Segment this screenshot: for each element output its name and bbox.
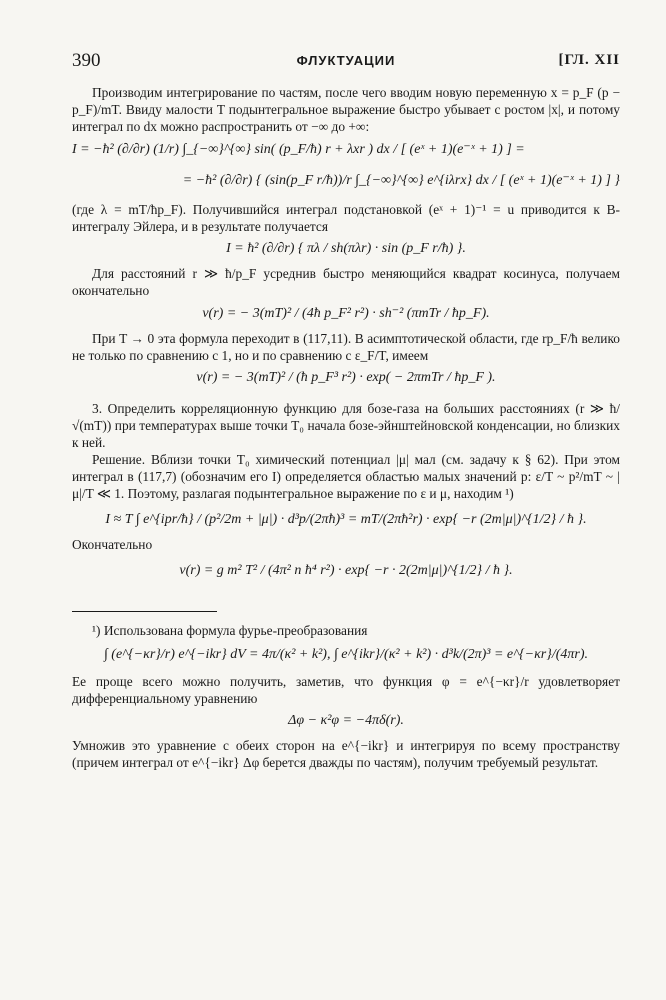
paragraph-asymptotic: При T → 0 эта формула переходит в (117,11). В асимптотической области, где rp_F/ħ велико не только по сравнению с 1, но и по сравнению с ε_F/T, имеем: [72, 331, 620, 363]
paragraph-finally: Окончательно: [72, 537, 153, 552]
equation-nu-sh: ν(r) = − 3(mT)² / (4ħ p_F² r²) · sh⁻² (πmTr / ħp_F).: [202, 306, 490, 321]
equation-integral-I-cont: = −ħ² (∂/∂r) { (sin(p_F r/ħ))/r ∫_{−∞}^{∞} e^{iλrx} dx / [ (eˣ + 1)(e⁻ˣ + 1) ] }: [182, 173, 620, 188]
footnote-fourier-equations: ∫ (e^{−κr}/r) e^{−ikr} dV = 4π/(κ² + k²), ∫ e^{ikr}/(κ² + k²) · d³k/(2π)³ = e^{−κr}/(4πr).: [103, 647, 589, 662]
chapter-label: [ГЛ. XII: [558, 52, 620, 68]
paragraph-integration-by-parts: Производим интегрирование по частям, после чего вводим новую переменную x = p_F (p − p_F)/mT. Ввиду малости T подынтегральное выражение быстро убывает с ростом |x|, и потому интеграл по dx можно распространить от −∞ до +∞:: [72, 85, 620, 134]
footnote-intro: ¹) Использована формула фурье-преобразования: [92, 623, 368, 638]
problem-3-solution: Решение. Вблизи точки T₀ химический потенциал |μ| мал (см. задачу к § 62). При этом интеграл в (117,7) (обозначим его I) определяется областью малых значений p: ε/T ~ p²/mT ~ |μ|/T ≪ 1. Поэтому, разлагая подынтегральное выражение по ε и μ, находим ¹): [72, 452, 620, 501]
running-title: ФЛУКТУАЦИИ: [296, 53, 396, 68]
problem-3-statement: 3. Определить корреляционную функцию для бозе-газа на больших расстояниях (r ≫ ħ/√(mT)) при температурах выше точки T₀ начала бозе-эйнштейновской конденсации, но близких к ней.: [72, 401, 620, 450]
footnote-paragraph-derivation: Ее проще всего можно получить, заметив, что функция φ = e^{−κr}/r удовлетворяет дифференциальному уравнению: [72, 674, 620, 706]
page-number: 390: [72, 50, 101, 71]
running-header: [72, 50, 620, 76]
footnote-paragraph-result: Умножив это уравнение с обеих сторон на e^{−ikr} и интегрируя по всему пространству (причем интеграл от e^{−ikr} Δφ берется дважды по частям), получим требуемый результат.: [72, 738, 620, 770]
paragraph-euler-integral: (где λ = mT/ħp_F). Получившийся интеграл подстановкой (eˣ + 1)⁻¹ = u приводится к B-интегралу Эйлера, и в результате получается: [72, 202, 620, 234]
equation-I-result: I = ħ² (∂/∂r) { πλ / sh(πλr) · sin (p_F r/ħ) }.: [226, 241, 466, 256]
equation-nu-exp: ν(r) = − 3(mT)² / (ħ p_F³ r²) · exp( − 2πmTr / ħp_F ).: [196, 370, 496, 385]
equation-integral-I: I = −ħ² (∂/∂r) (1/r) ∫_{−∞}^{∞} sin( (p_F/ħ) r + λxr ) dx / [ (eˣ + 1)(e⁻ˣ + 1) ] =: [72, 142, 525, 157]
footnote-rule: [72, 611, 217, 612]
equation-I-approx: I ≈ T ∫ e^{ipr/ħ} / (p²/2m + |μ|) · d³p/(2πħ)³ = mT/(2πħ²r) · exp{ −r (2m|μ|)^{1/2} / ħ }.: [105, 512, 587, 527]
page: [72, 50, 620, 771]
equation-nu-final: ν(r) = g m² T² / (4π² n ħ⁴ r²) · exp{ −r · 2(2m|μ|)^{1/2} / ħ }.: [179, 563, 513, 578]
paragraph-large-distances: Для расстояний r ≫ ħ/p_F усреднив быстро меняющийся квадрат косинуса, получаем окончательно: [72, 266, 620, 298]
footnote-helmholtz-equation: Δφ − κ²φ = −4πδ(r).: [288, 713, 404, 728]
